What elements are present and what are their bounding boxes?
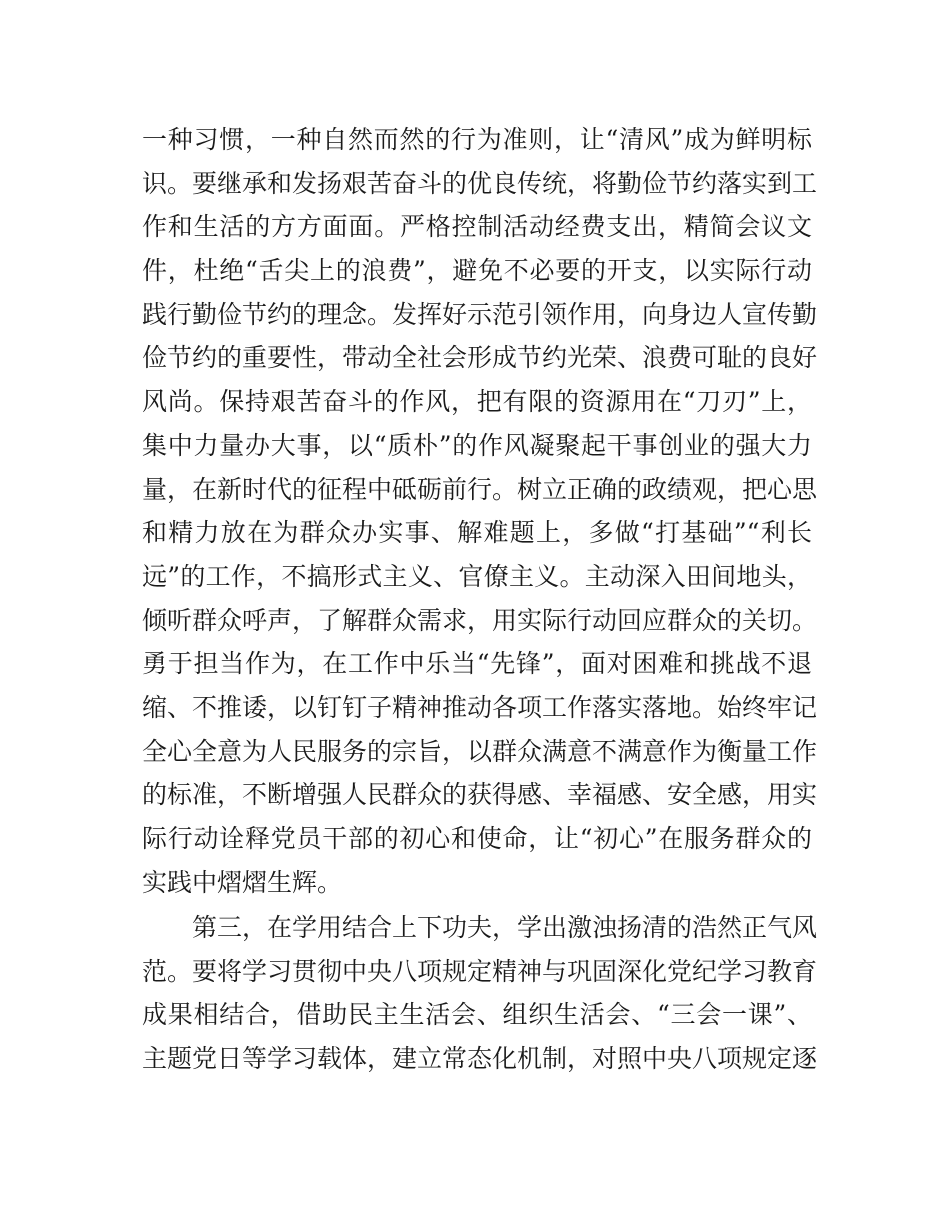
paragraph-1 — [142, 118, 818, 904]
text-line: 量，在新时代的征程中砥砺前行。树立正确的政绩观，把心思 — [142, 474, 818, 504]
text-line: 和精力放在为群众办实事、解难题上，多做“打基础”“利长 — [142, 518, 812, 548]
text-line: 主题党日等学习载体，建立常态化机制，对照中央八项规定逐 — [142, 1044, 818, 1074]
text-line: 倾听群众呼声，了解群众需求，用实际行动回应群众的关切。 — [142, 605, 818, 635]
text-line: 一种习惯，一种自然而然的行为准则，让“清风”成为鲜明标 — [142, 125, 812, 154]
text-line: 识。要继承和发扬艰苦奋斗的优良传统，将勤俭节约落实到工 — [142, 168, 818, 198]
paragraph-2 — [142, 906, 818, 1081]
text-line: 远”的工作，不搞形式主义、官僚主义。主动深入田间地头， — [142, 561, 812, 591]
text-line: 风尚。保持艰苦奋斗的作风，把有限的资源用在“刀刃”上， — [142, 387, 812, 417]
text-line: 勇于担当作为，在工作中乐当“先锋”，面对困难和挑战不退 — [142, 649, 812, 679]
text-line: 践行勤俭节约的理念。发挥好示范引领作用，向身边人宣传勤 — [142, 299, 818, 329]
text-line: 作和生活的方方面面。严格控制活动经费支出，精简会议文 — [142, 212, 812, 242]
text-line: 缩、不推诿，以钉钉子精神推动各项工作落实落地。始终牢记 — [142, 692, 818, 722]
text-line: 际行动诠释党员干部的初心和使命，让“初心”在服务群众的 — [142, 824, 812, 853]
text-line: 范。要将学习贯彻中央八项规定精神与巩固深化党纪学习教育 — [142, 956, 818, 986]
text-line: 成果相结合，借助民主生活会、组织生活会、“三会一课”、 — [142, 1000, 812, 1030]
text-line: 件，杜绝“舌尖上的浪费”，避免不必要的开支，以实际行动 — [142, 256, 812, 286]
text-line: 第三，在学用结合上下功夫，学出激浊扬清的浩然正气风 — [192, 913, 818, 942]
text-line: 俭节约的重要性，带动全社会形成节约光荣、浪费可耻的良好 — [142, 343, 818, 373]
text-line: 全心全意为人民服务的宗旨，以群众满意不满意作为衡量工作 — [142, 736, 818, 766]
text-line: 的标准，不断增强人民群众的获得感、幸福感、安全感，用实 — [142, 780, 818, 810]
text-line: 集中力量办大事，以“质朴”的作风凝聚起干事创业的强大力 — [142, 430, 812, 460]
text-line: 实践中熠熠生辉。 — [142, 867, 343, 897]
